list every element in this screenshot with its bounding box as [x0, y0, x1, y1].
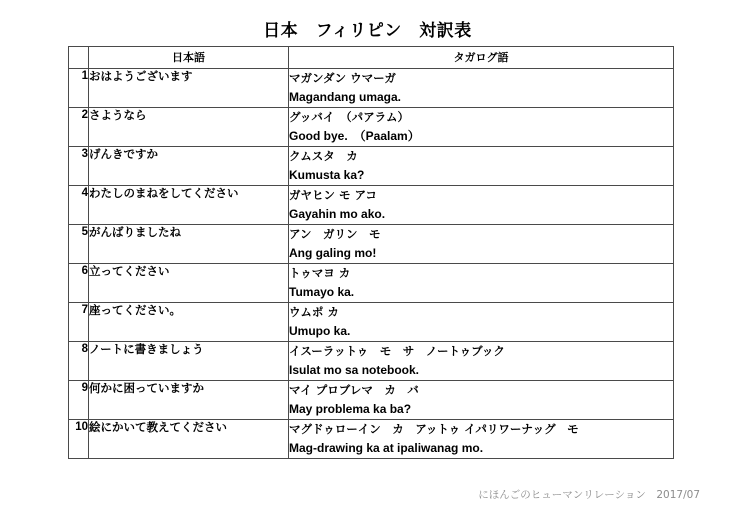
- row-index-cell: 1: [69, 69, 89, 108]
- tagalog-romanized-line: Mag-drawing ka at ipaliwanag mo.: [289, 441, 484, 455]
- tagalog-romanized-line: Umupo ka.: [289, 324, 351, 338]
- tagalog-katakana-line: マイ プロブレマ カ バ: [289, 383, 419, 397]
- tagalog-katakana-line: マグドゥローイン カ アットゥ イパリワーナッグ モ: [289, 422, 579, 436]
- table-row: [69, 69, 674, 108]
- table-row: [69, 303, 674, 342]
- japanese-phrase-cell: がんばりましたね: [89, 225, 289, 264]
- table-row: [69, 108, 674, 147]
- japanese-phrase-cell: 絵にかいて教えてください: [89, 420, 289, 459]
- tagalog-phrase-cell: [289, 342, 674, 381]
- japanese-phrase-cell: おはようございます: [89, 69, 289, 108]
- page-title: 日本 フィリピン 対訳表: [263, 21, 472, 41]
- row-index-cell: 2: [69, 108, 89, 147]
- tagalog-romanized-line: Gayahin mo ako.: [289, 207, 386, 221]
- japanese-phrase-cell: げんきですか: [89, 147, 289, 186]
- tagalog-katakana-line: クムスタ カ: [289, 149, 358, 163]
- row-index-cell: 3: [69, 147, 89, 186]
- tagalog-romanized-line: Magandang umaga.: [289, 90, 402, 104]
- tagalog-romanized-line: Isulat mo sa notebook.: [289, 363, 420, 377]
- row-index-cell: 4: [69, 186, 89, 225]
- table-header: [69, 47, 674, 69]
- tagalog-phrase-cell: [289, 186, 674, 225]
- vocabulary-table: [68, 46, 674, 459]
- tagalog-katakana-line: ガヤヒン モ アコ: [289, 188, 377, 202]
- row-index-cell: 5: [69, 225, 89, 264]
- japanese-phrase-cell: さようなら: [89, 108, 289, 147]
- tagalog-phrase-cell: [289, 264, 674, 303]
- japanese-phrase-cell: ノートに書きましょう: [89, 342, 289, 381]
- tagalog-phrase-cell: [289, 69, 674, 108]
- tagalog-romanized-line: Kumusta ka?: [289, 168, 365, 182]
- row-index-cell: 7: [69, 303, 89, 342]
- tagalog-katakana-line: イスーラットゥ モ サ ノートゥブック: [289, 344, 505, 358]
- column-header-index: [69, 47, 89, 69]
- vocabulary-table-container: [68, 46, 673, 459]
- tagalog-katakana-line: トゥマヨ カ: [289, 266, 351, 280]
- tagalog-romanized-line: Good bye. （Paalam）: [289, 129, 420, 143]
- table-row: [69, 381, 674, 420]
- japanese-phrase-cell: わたしのまねをしてください: [89, 186, 289, 225]
- column-header-tagalog: タガログ語: [289, 47, 674, 69]
- table-row: [69, 225, 674, 264]
- japanese-phrase-cell: 何かに困っていますか: [89, 381, 289, 420]
- tagalog-romanized-line: Tumayo ka.: [289, 285, 355, 299]
- tagalog-katakana-line: グッバイ （パアラム）: [289, 110, 410, 124]
- row-index-cell: 9: [69, 381, 89, 420]
- document-footer: にほんごのヒューマンリレーション 2017/07: [478, 489, 700, 501]
- tagalog-phrase-cell: [289, 420, 674, 459]
- japanese-phrase-cell: 立ってください: [89, 264, 289, 303]
- tagalog-romanized-line: Ang galing mo!: [289, 246, 377, 260]
- tagalog-phrase-cell: [289, 225, 674, 264]
- table-row: [69, 147, 674, 186]
- table-row: [69, 420, 674, 459]
- tagalog-katakana-line: ウムポ カ: [289, 305, 339, 319]
- tagalog-phrase-cell: [289, 381, 674, 420]
- table-row: [69, 186, 674, 225]
- table-header-row: [69, 47, 674, 69]
- table-body: [69, 69, 674, 459]
- tagalog-katakana-line: マガンダン ウマーガ: [289, 71, 396, 85]
- row-index-cell: 8: [69, 342, 89, 381]
- tagalog-katakana-line: アン ガリン モ: [289, 227, 381, 241]
- table-row: [69, 342, 674, 381]
- japanese-phrase-cell: 座ってください。: [89, 303, 289, 342]
- row-index-cell: 6: [69, 264, 89, 303]
- tagalog-romanized-line: May problema ka ba?: [289, 402, 412, 416]
- tagalog-phrase-cell: [289, 147, 674, 186]
- table-row: [69, 264, 674, 303]
- tagalog-phrase-cell: [289, 108, 674, 147]
- row-index-cell: 10: [69, 420, 89, 459]
- column-header-japanese: 日本語: [89, 47, 289, 69]
- tagalog-phrase-cell: [289, 303, 674, 342]
